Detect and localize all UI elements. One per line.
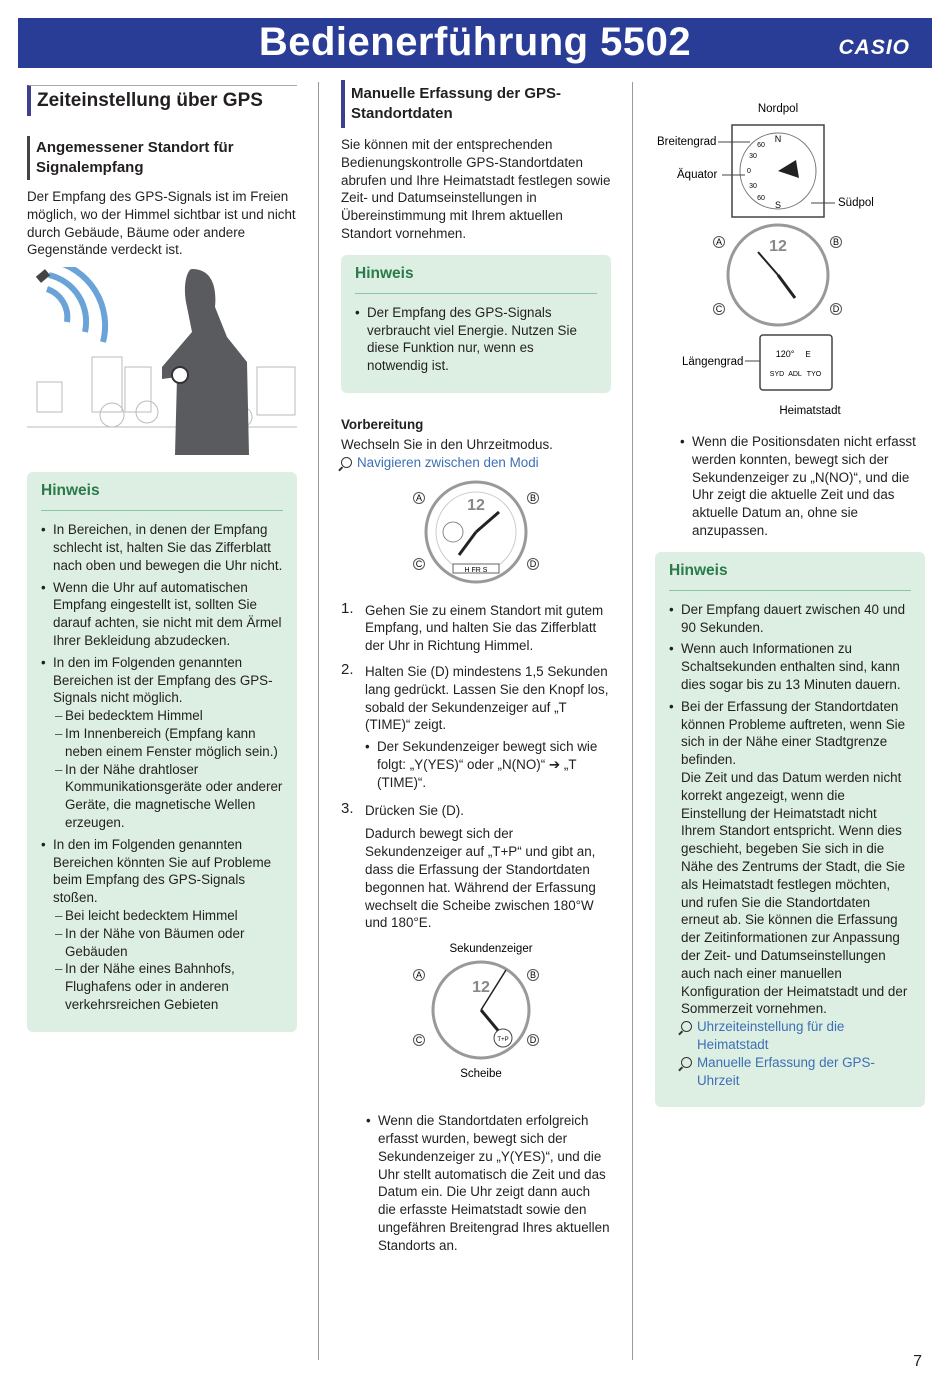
svg-text:Scheibe: Scheibe [460, 1068, 502, 1081]
casio-logo: CASIO [838, 36, 910, 59]
note-item: • Wenn die Uhr auf automatischen Empfang eingestellt ist, sollten Sie darauf achten, sie nicht mit dem Ärmel Ihrer Bekleidung abzudecken. [41, 579, 283, 650]
note-title: Hinweis [355, 265, 597, 294]
section-title: Zeiteinstellung über GPS [27, 85, 297, 116]
manual-gps-time-link[interactable]: Manuelle Erfassung der GPS-Uhrzeit [681, 1054, 911, 1090]
success-bullet: • Wenn die Standortdaten erfolgreich erfasst wurden, bewegt sich der Sekundenzeiger zu „Y(YES)“, und die Uhr stellt automatisch die Zeit und das Datum ein. Die Uhr zeigt dann auch die erfasste Heimatstadt sowie den ungefähren Breitengrad Ihres aktuellen Standorts an. [366, 1113, 610, 1253]
svg-text:B: B [529, 970, 537, 981]
magnifier-icon [341, 457, 352, 468]
svg-text:A: A [415, 492, 423, 503]
note-box [341, 255, 611, 393]
step-1: 1. Gehen Sie zu einem Standort mit gutem Empfang, und halten Sie das Zifferblatt der Uhr in Richtung Himmel. [341, 599, 604, 654]
magnifier-icon [681, 1021, 692, 1032]
note-subitem: – Bei bedecktem Himmel [53, 707, 283, 725]
svg-text:12: 12 [769, 238, 787, 255]
preparation-text: Wechseln Sie in den Uhrzeitmodus. [341, 436, 553, 452]
svg-text:TYO: TYO [806, 371, 822, 378]
intro-text: Der Empfang des GPS-Signals ist im Freien möglich, wo der Himmel sichtbar ist und nicht durch Gebäude, Bäume oder andere Gegenstände verdeckt ist. [27, 189, 296, 258]
svg-text:12: 12 [467, 496, 485, 514]
svg-text:D: D [529, 1035, 537, 1046]
step-3: 3. Drücken Sie (D). Dadurch bewegt sich der Sekundenzeiger auf „T+P“ und gibt an, dass die Erfassung der Standortdaten begonnen hat. Während der Erfassung wechselt die Scheibe zwischen 180°W und 180°E. [341, 799, 596, 931]
svg-text:B: B [529, 492, 537, 503]
svg-text:C: C [415, 558, 423, 569]
svg-text:SYD: SYD [769, 371, 785, 378]
svg-text:30: 30 [749, 153, 757, 160]
column-3 [655, 80, 925, 1107]
mode-navigation-link[interactable]: Navigieren zwischen den Modi [341, 454, 611, 472]
gps-reception-illustration [27, 267, 297, 457]
svg-text:60: 60 [757, 142, 765, 149]
note-item [41, 836, 283, 1014]
svg-text:120°: 120° [775, 349, 795, 359]
failure-bullet: • Wenn die Positionsdaten nicht erfasst werden konnten, bewegt sich der Sekundenzeiger zu „N(NO)“, und die Uhr zeigt die aktuelle Zeit und das aktuelle Datum an, ohne sie anzupassen. [680, 434, 916, 538]
intro-text: Sie können mit der entsprechenden Bedienungskontrolle GPS-Standortdaten abrufen und Ihre Heimatstadt festlegen sowie Zeit- und Datumseinstellungen in Übereinstimmung mit Ihrem aktuellen Standort vornehmen. [341, 137, 611, 241]
preparation-title: Vorbereitung [341, 416, 424, 432]
note-item: • Der Empfang des GPS-Signals verbraucht viel Energie. Nutzen Sie diese Funktion nur, wenn es notwendig ist. [355, 304, 597, 375]
note-item: • Wenn auch Informationen zu Schaltsekunden enthalten sind, kann dies sogar bis zu 13 Minuten dauern. [669, 640, 911, 693]
page-title: Bedienerführung 5502 [258, 20, 692, 64]
page-header [18, 18, 932, 68]
svg-text:E: E [805, 350, 811, 359]
note-box [655, 552, 925, 1108]
note-item [41, 654, 283, 832]
svg-text:Heimatstadt: Heimatstadt [779, 405, 841, 417]
watch-icon [172, 367, 188, 383]
svg-text:D: D [529, 558, 537, 569]
svg-text:N: N [774, 134, 782, 144]
svg-text:ADL: ADL [788, 371, 802, 378]
section-title: Manuelle Erfassung der GPS-Standortdaten [341, 80, 611, 128]
svg-text:C: C [715, 304, 723, 314]
latitude-longitude-diagram [645, 80, 915, 425]
note-title: Hinweis [669, 562, 911, 591]
note-subitem: – Im Innenbereich (Empfang kann neben einem Fenster möglich sein.) [53, 725, 283, 761]
step-2: 2. Halten Sie (D) mindestens 1,5 Sekunden lang gedrückt. Lassen Sie den Knopf los, sobald der Sekundenzeiger auf „T (TIME)“ zeigt. • Der Sekundenzeiger bewegt sich wie folgt: „Y(YES)“ oder „N(NO)“ ➔ „T (TIME)“. [341, 660, 609, 790]
note-subitem: – Bei leicht bedecktem Himmel [53, 907, 283, 925]
note-item: • Bei der Erfassung der Standortdaten können Probleme auftreten, wenn Sie sich in der Nähe einer Stadtgrenze befinden. Die Zeit und das Datum werden nicht korrekt angezeigt, wenn die Einstellung der Heimatstadt nicht Ihrem Standort entspricht. Wenn dies geschieht, begeben Sie sich in die Nähe des Zentrums der Stadt, die Sie als Heimatstadt festlegen möchten, und rufen Sie die Standortdaten erneut ab. Sie können die Erfassung der Zeitinformationen zur Anpassung der Zeit- und Datumseinstellungen auch nach einer manuellen Konfiguration der Heimatstadt und der Sommerzeit vornehmen. Uhrzeiteinstellung für die Heimatstadt Manuelle Erfassung der GPS-Uhrzeit [669, 698, 911, 1090]
watch-diagram-1 [341, 480, 611, 590]
svg-text:Sekundenzeiger: Sekundenzeiger [449, 943, 533, 956]
column-1 [27, 80, 297, 1032]
svg-text:Südpol: Südpol [838, 197, 874, 209]
note-item: • Der Empfang dauert zwischen 40 und 90 Sekunden. [669, 601, 911, 637]
column-2 [341, 80, 611, 1254]
svg-text:Äquator: Äquator [677, 169, 718, 181]
satellite-icon [36, 269, 50, 283]
home-city-time-link[interactable]: Uhrzeiteinstellung für die Heimatstadt [681, 1018, 911, 1054]
note-subitem: – In der Nähe von Bäumen oder Gebäuden [53, 925, 283, 961]
svg-text:30: 30 [749, 183, 757, 190]
svg-text:Nordpol: Nordpol [757, 103, 799, 115]
note-title: Hinweis [41, 482, 283, 511]
note-subitem: – In der Nähe eines Bahnhofs, Flughafens oder in anderen verkehrsreichen Gebieten [53, 960, 283, 1013]
magnifier-icon [681, 1057, 692, 1068]
svg-text:0: 0 [747, 168, 751, 175]
note-box [27, 472, 297, 1032]
note-subitem: – In der Nähe drahtloser Kommunikationsgeräte oder anderer Geräte, die magnetische Wellen erzeugen. [53, 761, 283, 832]
arrow-right-icon: ➔ [548, 756, 561, 772]
subsection-title: Angemessener Standort für Signalempfang [27, 136, 297, 180]
svg-text:A: A [715, 237, 723, 247]
svg-text:Breitengrad: Breitengrad [657, 136, 717, 148]
svg-text:60: 60 [757, 195, 765, 202]
svg-text:12: 12 [472, 979, 490, 997]
column-divider [632, 82, 633, 1360]
svg-text:H FR S: H FR S [464, 566, 488, 574]
svg-text:B: B [832, 237, 840, 247]
svg-text:D: D [832, 304, 840, 314]
svg-text:S: S [774, 200, 782, 210]
note-item-text: In den im Folgenden genannten Bereichen könnten Sie auf Probleme beim Empfang des GPS-Signals stoßen. [53, 836, 272, 906]
svg-text:C: C [415, 1035, 423, 1046]
svg-text:T+P: T+P [497, 1037, 509, 1044]
note-item-text: In den im Folgenden genannten Bereichen ist der Empfang des GPS-Signals nicht möglich. [53, 654, 273, 706]
svg-text:A: A [415, 970, 423, 981]
note-item: • In Bereichen, in denen der Empfang schlecht ist, halten Sie das Zifferblatt nach oben und bewegen die Uhr nicht. [41, 521, 283, 574]
page-number: 7 [913, 1353, 922, 1370]
svg-text:Längengrad: Längengrad [682, 356, 744, 368]
column-divider [318, 82, 319, 1360]
watch-diagram-2 [341, 942, 611, 1082]
